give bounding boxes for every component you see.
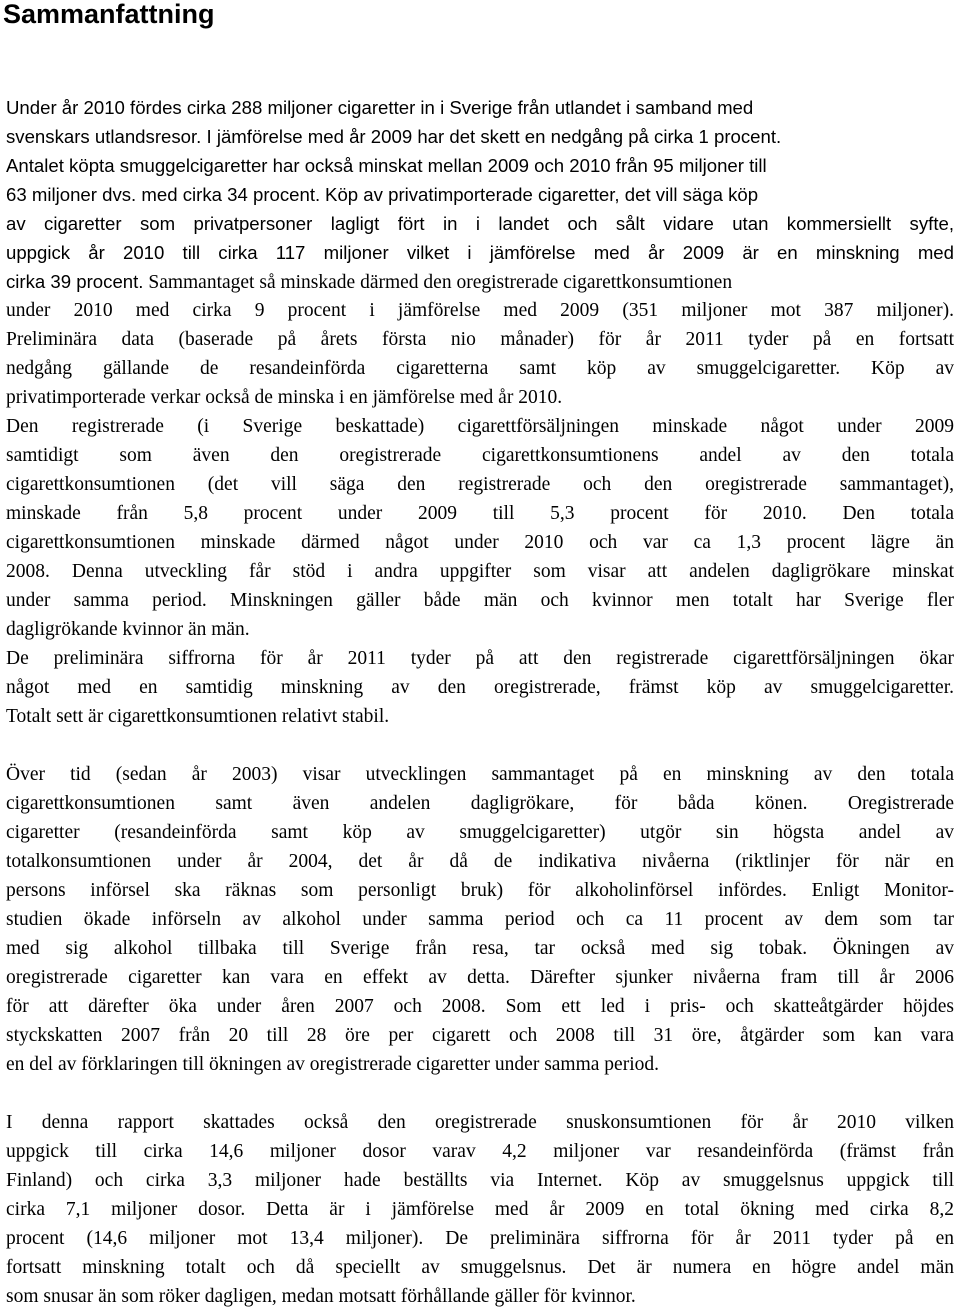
text-line: Finland) och cirka 3,3 miljoner hade beställts via Internet. Köp av smuggelsnus uppgick till xyxy=(6,1170,954,1191)
text-line: av cigaretter som privatpersoner lagligt fört in i landet och sålt vidare utan kommersiellt syfte, xyxy=(6,213,954,234)
text-line: nedgång gällande de resandeinförda cigaretterna samt köp av smuggelcigaretter. Köp av xyxy=(6,358,954,379)
text-line: cigarettkonsumtionen minskade därmed något under 2010 och var ca 1,3 procent lägre än xyxy=(6,532,954,553)
text-line: med sig alkohol tillbaka till Sverige från resa, tar också med sig tobak. Ökningen av xyxy=(6,938,954,959)
text-line: uppgick år 2010 till cirka 117 miljoner vilket i jämförelse med år 2009 är en minskning med xyxy=(6,242,954,263)
text-line: samtidigt som även den oregistrerade cigarettkonsumtionens andel av den totala xyxy=(6,445,954,466)
text-line: Totalt sett är cigarettkonsumtionen relativt stabil. xyxy=(6,706,390,727)
text-line: minskade från 5,8 procent under 2009 till 5,3 procent för 2010. Den totala xyxy=(6,503,954,524)
text-line: under 2010 med cirka 9 procent i jämförelse med 2009 (351 miljoner mot 387 miljoner). xyxy=(6,300,954,321)
text-line: studien ökade införseln av alkohol under samma period och ca 11 procent av dem som tar xyxy=(6,909,954,930)
text-line xyxy=(6,267,954,296)
text-line: svenskars utlandsresor. I jämförelse med år 2009 har det skett en nedgång på cirka 1 procent. xyxy=(6,126,782,147)
text-line: en del av förklaringen till ökningen av oregistrerade cigaretter under samma period. xyxy=(6,1054,659,1075)
text-line: Den registrerade (i Sverige beskattade) cigarettförsäljningen minskade något under 2009 xyxy=(6,416,954,437)
text-line: De preliminära siffrorna för år 2011 tyder på att den registrerade cigarettförsäljningen ökar xyxy=(6,648,954,669)
text-line: privatimporterade verkar också de minska i en jämförelse med år 2010. xyxy=(6,387,563,408)
summary-body xyxy=(6,93,954,1311)
text-line: persons införsel ska räknas som personligt bruk) för alkoholinförsel infördes. Enligt Monitor- xyxy=(6,880,954,901)
text-line: under samma period. Minskningen gäller både män och kvinnor men totalt har Sverige fler xyxy=(6,590,954,611)
text-line: något med en samtidig minskning av den oregistrerade, främst köp av smuggelcigaretter. xyxy=(6,677,954,698)
text-line xyxy=(6,180,954,209)
text-line: cigarettkonsumtionen (det vill säga den registrerade och den oregistrerade sammantaget), xyxy=(6,474,954,495)
text-line: totalkonsumtionen under år 2004, det år då de indikativa nivåerna (riktlinjer för när en xyxy=(6,851,954,872)
text-line: för att därefter öka under åren 2007 och 2008. Som ett led i pris- och skatteåtgärder höjdes xyxy=(6,996,954,1017)
text-line: styckskatten 2007 från 20 till 28 öre per cigarett och 2008 till 31 öre, åtgärder som kan vara xyxy=(6,1025,954,1046)
page-title: Sammanfattning xyxy=(3,0,215,29)
paragraph-gap xyxy=(6,1079,954,1108)
text-segment: 63 miljoner dvs. med cirka 34 procent. xyxy=(6,184,321,205)
text-line: som snusar än som röker dagligen, medan motsatt förhållande gäller för kvinnor. xyxy=(6,1286,636,1307)
paragraph-gap xyxy=(6,731,954,760)
text-line: Preliminära data (baserade på årets första nio månader) för år 2011 tyder på en fortsatt xyxy=(6,329,954,350)
text-line: cirka 7,1 miljoner dosor. Detta är i jämförelse med år 2009 en total ökning med cirka 8,2 xyxy=(6,1199,954,1220)
text-segment: cirka 39 procent. xyxy=(6,271,144,292)
text-line: Över tid (sedan år 2003) visar utvecklingen sammantaget på en minskning av den totala xyxy=(6,764,954,785)
text-segment: Köp av privatimporterade cigaretter, det vill säga köp xyxy=(325,184,759,205)
text-line: Antalet köpta smuggelcigaretter har också minskat mellan 2009 och 2010 från 95 miljoner till xyxy=(6,155,767,176)
text-line: cigarettkonsumtionen samt även andelen dagligrökare, för båda könen. Oregistrerade xyxy=(6,793,954,814)
text-line: procent (14,6 miljoner mot 13,4 miljoner). De preliminära siffrorna för år 2011 tyder på en xyxy=(6,1228,954,1249)
text-line: uppgick till cirka 14,6 miljoner dosor varav 4,2 miljoner var resandeinförda (främst från xyxy=(6,1141,954,1162)
text-line: cigaretter (resandeinförda samt köp av smuggelcigaretter) utgör sin högsta andel av xyxy=(6,822,954,843)
text-segment: Sammantaget så minskade därmed den oregistrerade cigarettkonsumtionen xyxy=(148,272,733,293)
text-line: 2008. Denna utveckling får stöd i andra uppgifter som visar att andelen dagligrökare minskat xyxy=(6,561,954,582)
text-line: I denna rapport skattades också den oregistrerade snuskonsumtionen för år 2010 vilken xyxy=(6,1112,954,1133)
text-line: Under år 2010 fördes cirka 288 miljoner cigaretter in i Sverige från utlandet i samband med xyxy=(6,97,754,118)
text-line: dagligrökande kvinnor än män. xyxy=(6,619,250,640)
text-line: oregistrerade cigaretter kan vara en effekt av detta. Därefter sjunker nivåerna fram till år 2006 xyxy=(6,967,954,988)
text-line: fortsatt minskning totalt och då speciellt av smuggelsnus. Det är numera en högre andel män xyxy=(6,1257,954,1278)
